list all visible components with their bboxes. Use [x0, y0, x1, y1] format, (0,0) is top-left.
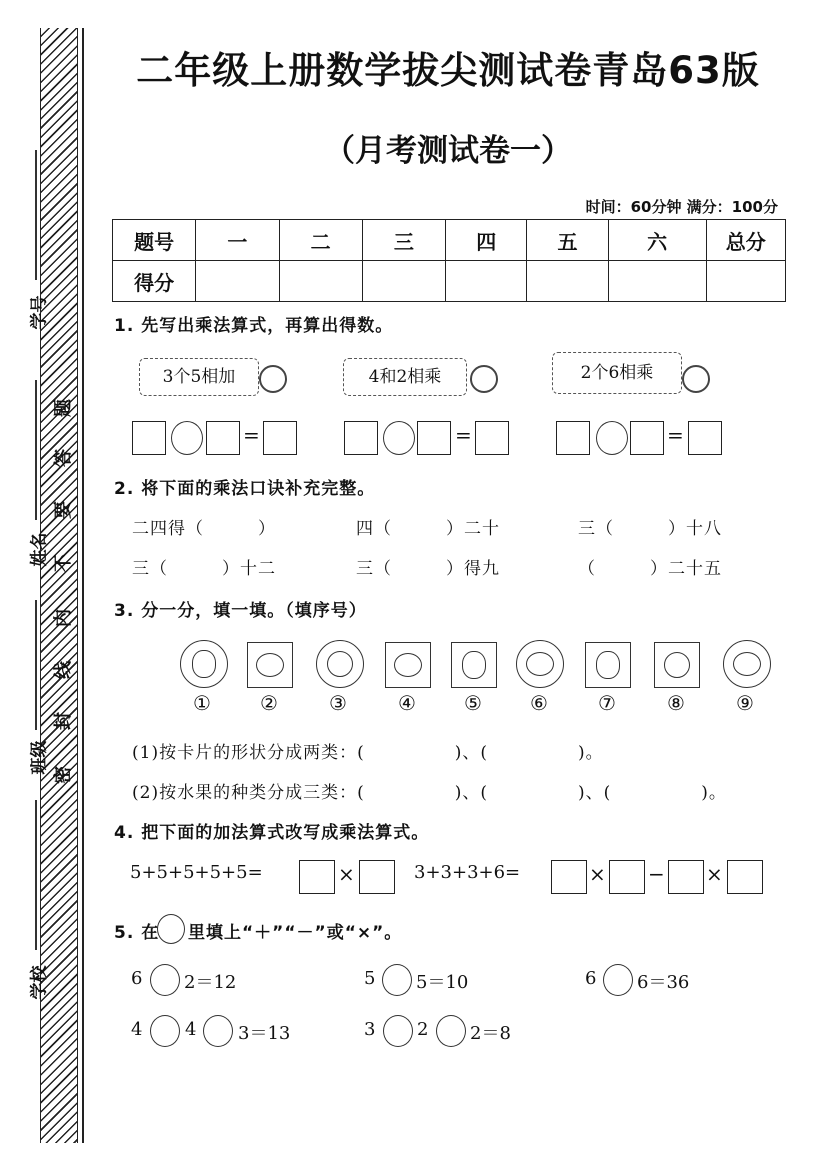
- equals-sign: =: [455, 423, 472, 447]
- score-row-label: 得分: [113, 261, 196, 302]
- operator-circle[interactable]: [596, 421, 628, 455]
- page-subtitle: （月考测试卷一）: [324, 133, 572, 169]
- seal-char: 线: [53, 661, 74, 679]
- answer-box[interactable]: [475, 421, 509, 455]
- fruit-card-square: [385, 642, 431, 688]
- q5-title-b: 里填上“＋”“－”或“×”。: [188, 923, 403, 943]
- answer-box[interactable]: [132, 421, 166, 455]
- operator-circle[interactable]: [383, 421, 415, 455]
- times-sign: ×: [338, 862, 355, 886]
- score-table: [112, 219, 786, 302]
- card-number: ①: [193, 691, 211, 715]
- q4-title: 4. 把下面的加法算式改写成乘法算式。: [114, 823, 430, 843]
- card-number: ⑤: [464, 691, 482, 715]
- peach-icon: [733, 652, 761, 676]
- pear-icon: [596, 651, 620, 679]
- score-header-cell: 总分: [706, 220, 785, 261]
- q2-item: 三（ ）得九: [356, 559, 500, 579]
- seal-char: 密: [53, 766, 74, 784]
- q4-expr2: 3+3+3+6=: [414, 862, 521, 883]
- equals-sign: =: [243, 423, 260, 447]
- label-xingming: 姓名: [29, 532, 50, 567]
- score-cell[interactable]: [706, 261, 785, 302]
- operator-circle[interactable]: [603, 964, 633, 996]
- answer-box[interactable]: [551, 860, 587, 894]
- answer-box[interactable]: [556, 421, 590, 455]
- pear-icon: [192, 650, 216, 678]
- exam-meta: 时间：60分钟 满分：100分: [585, 198, 778, 216]
- label-banji: 班级: [29, 740, 50, 775]
- cartoon-icon: [682, 365, 710, 393]
- fruit-card-round: [516, 640, 564, 688]
- score-header-cell: 六: [608, 220, 706, 261]
- sample-circle: [157, 914, 185, 944]
- fruit-card-square: [585, 642, 631, 688]
- q5-rest: 6＝36: [637, 972, 690, 993]
- fruit-card-square: [451, 642, 497, 688]
- answer-box[interactable]: [206, 421, 240, 455]
- seal-char: 答: [53, 449, 74, 467]
- q2-item: 四（ ）二十: [356, 519, 500, 539]
- peach-icon: [394, 653, 422, 677]
- q5-title-a: 5. 在: [114, 923, 160, 943]
- label-xuexiao: 学校: [29, 965, 50, 1000]
- fruit-card-square: [247, 642, 293, 688]
- card-number: ②: [260, 691, 278, 715]
- seal-char: 内: [53, 609, 74, 627]
- q2-title: 2. 将下面的乘法口诀补充完整。: [114, 479, 376, 499]
- operator-circle[interactable]: [436, 1015, 466, 1047]
- times-sign: ×: [589, 862, 606, 886]
- q3-title: 3. 分一分，填一填。（填序号）: [114, 601, 367, 621]
- times-sign: ×: [706, 862, 723, 886]
- q5-num: 3: [364, 1019, 376, 1040]
- q5-rest: 2＝12: [184, 972, 237, 993]
- answer-box[interactable]: [359, 860, 395, 894]
- score-cell[interactable]: [527, 261, 608, 302]
- q1-tag: 3个5相加: [139, 358, 259, 396]
- q5-rest: 2＝8: [470, 1023, 511, 1044]
- card-number: ⑧: [667, 691, 685, 715]
- answer-box[interactable]: [668, 860, 704, 894]
- score-header-row: [113, 220, 786, 261]
- q5-num: 6: [585, 968, 597, 989]
- xingming-line: [35, 380, 37, 520]
- apple-icon: [327, 651, 353, 677]
- seal-char: 题: [53, 399, 74, 417]
- q5-rest: 5＝10: [416, 972, 469, 993]
- q5-rest: 3＝13: [238, 1023, 291, 1044]
- page-title: 二年级上册数学拔尖测试卷青岛63版: [136, 49, 760, 92]
- q3-line1: (1)按卡片的形状分成两类：( )、( )。: [132, 743, 604, 763]
- score-cell[interactable]: [362, 261, 445, 302]
- q3-line2: (2)按水果的种类分成三类：( )、( )、( )。: [132, 783, 727, 803]
- card-number: ③: [329, 691, 347, 715]
- q1-title: 1. 先写出乘法算式，再算出得数。: [114, 316, 394, 336]
- minus-sign: −: [648, 862, 665, 886]
- card-number: ⑥: [530, 691, 548, 715]
- score-header-cell: 题号: [113, 220, 196, 261]
- q4-expr1: 5+5+5+5+5=: [130, 862, 263, 883]
- answer-box[interactable]: [609, 860, 645, 894]
- xuexiao-line: [35, 800, 37, 950]
- operator-circle[interactable]: [150, 1015, 180, 1047]
- score-header-cell: 四: [446, 220, 527, 261]
- score-header-cell: 一: [196, 220, 279, 261]
- banji-line: [35, 600, 37, 730]
- q5-num: 5: [364, 968, 376, 989]
- q5-num: 2: [417, 1019, 429, 1040]
- card-number: ⑨: [736, 691, 754, 715]
- q5-num: 4: [131, 1019, 143, 1040]
- answer-box[interactable]: [344, 421, 378, 455]
- apple-icon: [664, 652, 690, 678]
- score-cell[interactable]: [279, 261, 362, 302]
- seal-char: 不: [53, 554, 74, 572]
- score-cell[interactable]: [608, 261, 706, 302]
- answer-box[interactable]: [417, 421, 451, 455]
- peach-icon: [526, 652, 554, 676]
- card-number: ④: [398, 691, 416, 715]
- operator-circle[interactable]: [203, 1015, 233, 1047]
- q5-num: 4: [185, 1019, 197, 1040]
- operator-circle[interactable]: [382, 964, 412, 996]
- fruit-card-square: [654, 642, 700, 688]
- answer-box[interactable]: [630, 421, 664, 455]
- score-row: [113, 261, 786, 302]
- answer-box[interactable]: [299, 860, 335, 894]
- score-cell[interactable]: [446, 261, 527, 302]
- score-header-cell: 二: [279, 220, 362, 261]
- operator-circle[interactable]: [171, 421, 203, 455]
- q2-item: 三（ ）十八: [578, 519, 722, 539]
- score-header-cell: 三: [362, 220, 445, 261]
- score-cell[interactable]: [196, 261, 279, 302]
- label-xuehao: 学号: [29, 295, 50, 330]
- equals-sign: =: [667, 423, 684, 447]
- binding-line: [82, 28, 84, 1143]
- q2-item: 二四得（ ）: [132, 519, 276, 539]
- answer-box[interactable]: [727, 860, 763, 894]
- q2-item: （ ）二十五: [578, 559, 722, 579]
- cartoon-icon: [259, 365, 287, 393]
- fruit-card-round: [316, 640, 364, 688]
- q5-num: 6: [131, 968, 143, 989]
- card-number: ⑦: [598, 691, 616, 715]
- peach-icon: [256, 653, 284, 677]
- operator-circle[interactable]: [150, 964, 180, 996]
- pear-icon: [462, 651, 486, 679]
- score-header-cell: 五: [527, 220, 608, 261]
- seal-char: 封: [53, 712, 74, 730]
- q2-item: 三（ ）十二: [132, 559, 276, 579]
- answer-box[interactable]: [263, 421, 297, 455]
- operator-circle[interactable]: [383, 1015, 413, 1047]
- answer-box[interactable]: [688, 421, 722, 455]
- q1-tag: 4和2相乘: [343, 358, 467, 396]
- fruit-card-round: [180, 640, 228, 688]
- seal-char: 要: [53, 501, 74, 519]
- fruit-card-round: [723, 640, 771, 688]
- cartoon-icon: [470, 365, 498, 393]
- q1-tag: 2个6相乘: [552, 352, 682, 394]
